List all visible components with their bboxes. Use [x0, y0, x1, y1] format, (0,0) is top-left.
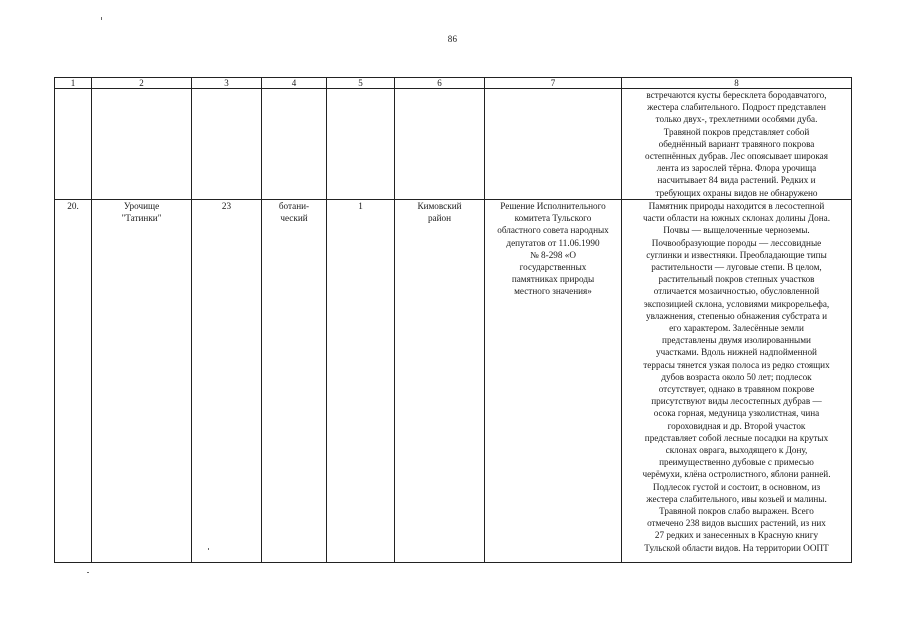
cell-profile — [262, 89, 327, 200]
header-cell: 7 — [485, 78, 622, 89]
page-number: 86 — [447, 34, 458, 44]
text-line: растительный покров степных участков — [658, 274, 815, 285]
cell-document — [485, 89, 622, 200]
text-line: склонах оврага, выходящего к Дону, — [665, 445, 808, 456]
header-cell: 2 — [92, 78, 192, 89]
header-cell: 4 — [262, 78, 327, 89]
text-line: насчитывает 84 вида растений. Редких и — [657, 175, 816, 186]
text-line: Памятник природы находится в лесостепной — [648, 201, 825, 211]
cell-name — [92, 200, 192, 563]
text-line: Решение Исполнительного — [500, 201, 606, 211]
text-line: Почвы — выщелоченные черноземы. — [663, 225, 810, 236]
text-line: остепнённых дубрав. Лес опоясывает широкая — [645, 151, 828, 162]
text-line: дубов возраста около 50 лет; подлесок — [661, 371, 812, 382]
text-line: Почвообразующие породы — лессовидные — [651, 237, 822, 248]
text-line: части области на южных склонах долины Дона. — [642, 213, 831, 224]
text-line: Травяной покров представляет собой — [663, 126, 810, 137]
cell-profile — [262, 200, 327, 563]
cell-category: 1 — [327, 200, 395, 563]
text-line: Тульской области видов. На территории ООПТ — [644, 542, 829, 553]
text-line: только двух-, трехлетними особями дуба. — [655, 114, 818, 125]
text-line: местного значения» — [514, 286, 592, 297]
cell-name — [92, 89, 192, 200]
header-cell: 3 — [192, 78, 262, 89]
text-line: присутствуют виды лесостепных дубрав — — [651, 396, 822, 407]
text-line: требующих охраны видов не обнаружено — [655, 187, 818, 198]
text-line: Кимовский — [417, 201, 462, 211]
cell-location — [395, 200, 485, 563]
text-line: отличается мозаичностью, обусловленной — [653, 286, 820, 297]
text-line: гороховидная и др. Второй участок — [667, 420, 806, 431]
header-cell: 8 — [622, 78, 852, 89]
cell-number: 20. — [55, 200, 92, 563]
text-line: представлены двумя изолированными — [662, 335, 811, 346]
cell-location — [395, 89, 485, 200]
scan-mark-top — [101, 17, 102, 20]
text-line: отсутствует, однако в травяном покрове — [658, 384, 815, 395]
text-line: растительности — луговые степи. В целом, — [651, 262, 822, 273]
cell-category — [327, 89, 395, 200]
text-line: террасы тянется узкая полоса из редко стоящих — [643, 359, 830, 370]
table-row — [55, 89, 852, 200]
header-cell: 6 — [395, 78, 485, 89]
text-line: его характером. Залесённые земли — [669, 323, 804, 334]
text-line: Травяной покров слабо выражен. Всего — [659, 506, 814, 517]
text-line: увлажнения, степенью обнажения субстрата и — [646, 310, 827, 321]
text-line: депутатов от 11.06.1990 — [506, 237, 600, 248]
text-line: комитета Тульского — [514, 213, 592, 224]
cell-document — [485, 200, 622, 563]
nature-monuments-table — [54, 77, 852, 563]
text-line: ческий — [280, 213, 308, 224]
text-line: отмечено 238 видов высших растений, из них — [647, 518, 826, 529]
header-cell: 1 — [55, 78, 92, 89]
text-line: ботани- — [278, 201, 310, 211]
cell-description — [622, 89, 852, 200]
cell-area: 23 — [192, 200, 262, 563]
text-line: лента из зарослей тёрна. Флора урочища — [656, 163, 817, 174]
text-line: 27 редких и занесенных в Красную книгу — [654, 530, 819, 541]
text-line: осока горная, медуница узколистная, чина — [653, 408, 820, 419]
text-line: "Татинки" — [121, 213, 162, 224]
header-cell: 5 — [327, 78, 395, 89]
text-line: государственных — [519, 262, 587, 273]
text-line: район — [427, 213, 452, 224]
scan-mark-bottom — [87, 572, 89, 573]
text-line: Урочище — [123, 201, 160, 211]
text-line: преимущественно дубовые с примесью — [659, 457, 814, 468]
cell-number — [55, 89, 92, 200]
text-line: суглинки и известняки. Преобладающие типы — [646, 249, 827, 260]
header-row — [55, 78, 852, 89]
text-line: жестера слабительного. Подрост представлен — [647, 102, 826, 113]
text-line: черёмухи, клёна остролистного, яблони ранней. — [642, 469, 831, 480]
cell-description — [622, 200, 852, 563]
text-line: № 8-298 «О — [529, 249, 577, 260]
text-line: представляет собой лесные посадки на крутых — [644, 432, 829, 443]
text-line: участками. Вдоль нижней надпойменной — [656, 347, 817, 358]
text-line: областного совета народных — [497, 225, 609, 236]
text-line: Подлесок густой и состоит, в основном, из — [652, 481, 821, 492]
text-line: экспозицией склона, условиями микрорельефа, — [643, 298, 830, 309]
cell-area — [192, 89, 262, 200]
text-line: жестера слабительного, ивы козьей и малины. — [646, 493, 827, 504]
text-line: встречаются кусты бересклета бородавчатого, — [646, 90, 827, 100]
text-line: памятниках природы — [511, 274, 595, 285]
text-line: обеднённый вариант травяного покрова — [658, 138, 815, 149]
table-row — [55, 200, 852, 563]
